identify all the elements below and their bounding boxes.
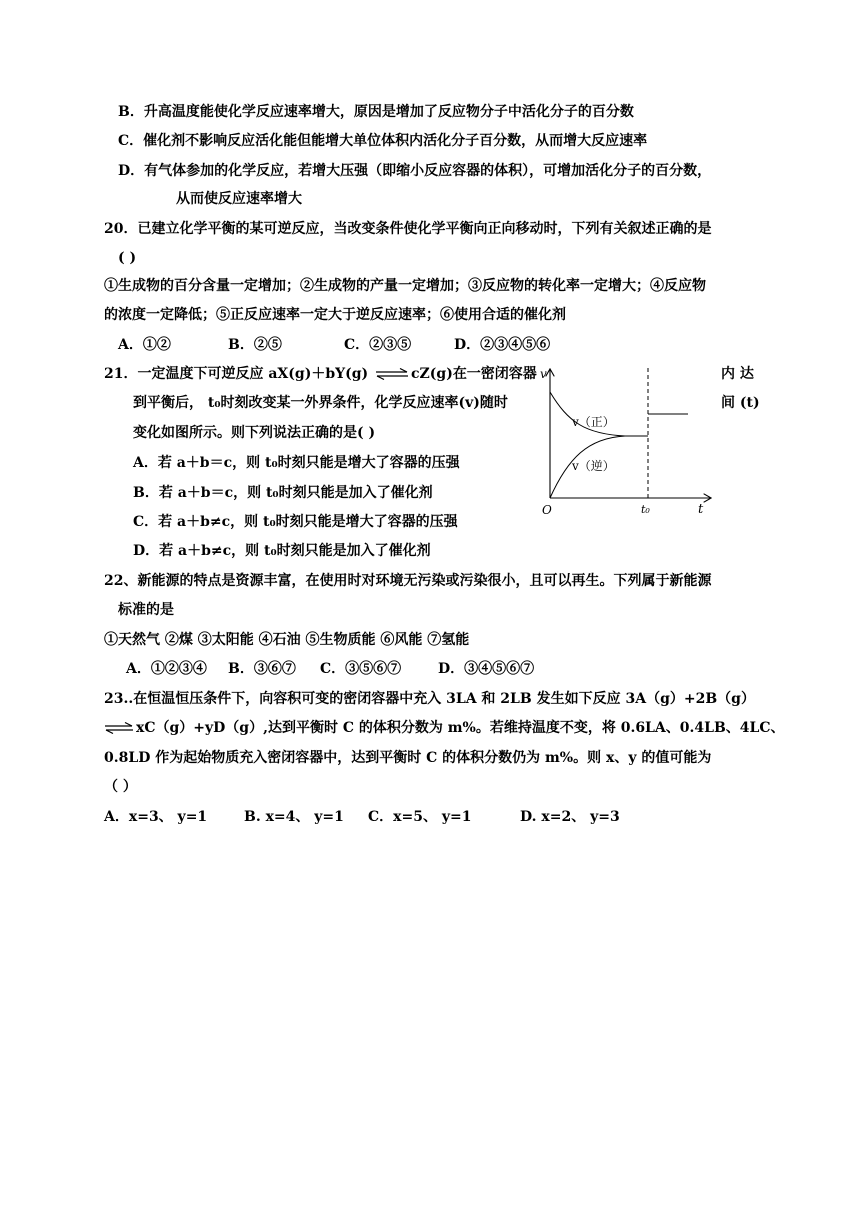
graph-forward-rate-label: v（正）	[572, 415, 615, 429]
q21-option-c: C．若 a＋b≠c，则 t₀时刻只能是增大了容器的压强	[133, 514, 458, 530]
q19-option-d-line1: D．有气体参加的化学反应，若增大压强（即缩小反应容器的体积），可增加活化分子的百分数，	[118, 163, 712, 179]
q20-option-d: D．②③④⑤⑥	[454, 337, 551, 353]
q21-option-b: B．若 a＋b＝c，则 t₀时刻只能是加入了催化剂	[133, 485, 433, 501]
q23-stem-line1: 23..在恒温恒压条件下，向容积可变的密闭容器中充入 3LA 和 2LB 发生如下反应 3A（g）+2B（g）	[104, 691, 755, 707]
graph-forward-rate-curve	[550, 392, 648, 436]
q23-option-c: C．x=5、 y=1	[368, 809, 472, 825]
q20-stem-line2: ( )	[118, 250, 137, 266]
q19-option-c: C．催化剂不影响反应活化能但能增大单位体积内活化分子百分数，从而增大反应速率	[118, 133, 648, 149]
q22-option-a: A．①②③④	[126, 661, 207, 677]
q21-option-d: D．若 a＋b≠c，则 t₀时刻只能是加入了催化剂	[133, 543, 431, 559]
q21-stem-line1	[104, 364, 537, 384]
q20-option-b: B．②⑤	[228, 337, 282, 353]
q22-option-b: B．③⑥⑦	[228, 661, 296, 677]
q21-stem-right2: 间 (t)	[721, 395, 760, 411]
q20-body-line1: ①生成物的百分含量一定增加；②生成物的产量一定增加；③反应物的转化率一定增大；④反应物	[104, 278, 706, 294]
q21-stem-prefix: 21．一定温度下可逆反应	[104, 366, 269, 382]
equilibrium-arrow-icon	[375, 368, 409, 380]
graph-origin-label: O	[542, 503, 552, 517]
q23-stem-line3: 0.8LD 作为起始物质充入密闭容器中，达到平衡时 C 的体积分数仍为 m%。则 x、y 的值可能为	[104, 750, 712, 766]
q19-option-d-line2: 从而使反应速率增大	[176, 191, 302, 207]
q20-stem-line1: 20．已建立化学平衡的某可逆反应，当改变条件使化学平衡向正向移动时，下列有关叙述正确的是	[104, 221, 712, 237]
q21-stem-line3: 变化如图所示。则下列说法正确的是( )	[133, 425, 376, 441]
equilibrium-arrow-icon	[104, 722, 134, 734]
graph-x-axis-label: t	[698, 502, 704, 517]
q21-stem-right1: 内 达	[721, 366, 754, 382]
q23-option-b: B. x=4、 y=1	[244, 809, 344, 825]
q23-option-d: D. x=2、 y=3	[520, 809, 620, 825]
graph-y-axis-label: v	[540, 367, 547, 381]
q22-option-d: D．③④⑤⑥⑦	[438, 661, 535, 677]
q21-stem-line2: 到平衡后， t₀时刻改变某一外界条件，化学反应速率(v)随时	[133, 395, 508, 411]
q23-stem-line2: xC（g）+yD（g）,达到平衡时 C 的体积分数为 m%。若维持温度不变，将 0.6LA、0.4LB、4LC、	[136, 720, 785, 736]
graph-reverse-rate-label: v（逆）	[572, 459, 615, 473]
q23-stem-line2-row	[104, 718, 785, 738]
q21-rate-time-graph	[530, 362, 720, 522]
q21-reaction-left: aX(g)＋bY(g)	[268, 366, 369, 382]
q21-reaction-right: cZ(g)在一密闭容器	[411, 366, 537, 382]
q21-option-a: A．若 a＋b＝c，则 t₀时刻只能是增大了容器的压强	[133, 455, 460, 471]
q20-option-c: C．②③⑤	[344, 337, 412, 353]
q20-body-line2: 的浓度一定降低；⑤正反应速率一定大于逆反应速率；⑥使用合适的催化剂	[104, 307, 566, 323]
q22-stem-line1: 22、新能源的特点是资源丰富，在使用时对环境无污染或污染很小，且可以再生。下列属于新能源	[104, 573, 712, 589]
graph-t0-label: t₀	[641, 503, 650, 516]
q22-stem-line2: 标准的是	[118, 602, 174, 618]
q23-stem-line4: （ ）	[104, 779, 137, 795]
q19-option-b: B．升高温度能使化学反应速率增大，原因是增加了反应物分子中活化分子的百分数	[118, 104, 634, 120]
q20-option-a: A．①②	[118, 337, 171, 353]
q22-option-c: C．③⑤⑥⑦	[320, 661, 402, 677]
q22-items: ①天然气 ②煤 ③太阳能 ④石油 ⑤生物质能 ⑥风能 ⑦氢能	[104, 632, 470, 648]
q23-option-a: A．x=3、 y=1	[104, 809, 208, 825]
